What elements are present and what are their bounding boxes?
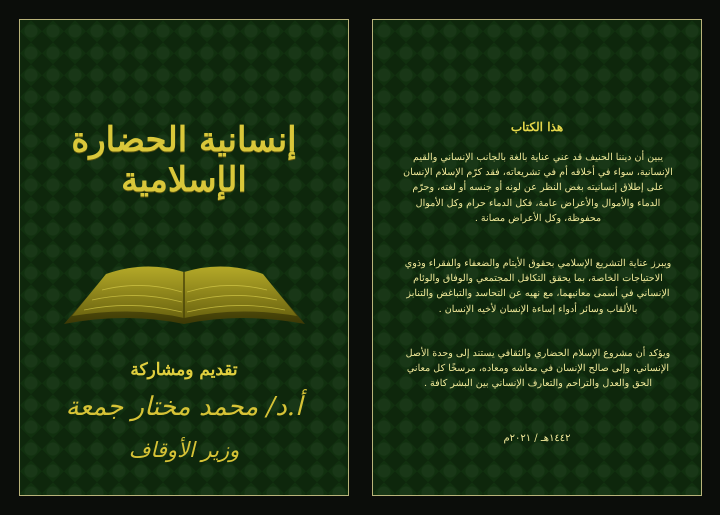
presentation-label: تقديم ومشاركة: [130, 360, 238, 380]
about-heading: هذا الكتاب: [510, 120, 564, 134]
author-name: أ.د/ محمد مختار جمعة: [65, 392, 303, 422]
about-paragraph-1: يبين أن ديننا الحنيف قد عني عناية بالغة بالجانب الإنساني والقيم الإنسانية، سواء في أخلاقه أم في تشريعاته، فقد كرّم الإسلام الإنسان على إطلاق إنسانيته بغض النظر عن لونه أو جنسه أو لغته، وحرّم الدماء والأموال والأعراض عامة، فكل الدماء حرام وكل الأموال محفوظة، وكل الأعراض مصانة .: [403, 152, 673, 224]
author-role: وزير الأوقاف: [128, 438, 240, 462]
back-cover-panel: [19, 19, 349, 496]
about-paragraph-3: ويؤكد أن مشروع الإسلام الحضاري والثقافي يستند إلى وحدة الأصل الإنساني، وإلى صالح الإنسان في معاشه ومعاده، مرسخًا كل معاني الحق والعدل والتراحم والتعارف الإنساني بين البشر كافة .: [405, 348, 671, 390]
about-paragraph-2: ويبرز عناية التشريع الإسلامي بحقوق الأيتام والضعفاء والفقراء وذوي الاحتياجات الخاصة، بما يحقق التكافل المجتمعي والوفاق والوئام الإنساني في أسمى معانيهما، مع نهيه عن التحاسد والتباغض والتنابز بالألقاب وسائر أدواء إساءة الإنسان لأخيه الإنسان .: [404, 258, 672, 315]
publication-date: ١٤٤٢هـ / ٢٠٢١م: [503, 433, 571, 444]
about-panel: [372, 19, 702, 496]
book-title: إنسانية الحضارة الإسلامية: [71, 120, 297, 200]
open-book-icon: [62, 252, 307, 332]
